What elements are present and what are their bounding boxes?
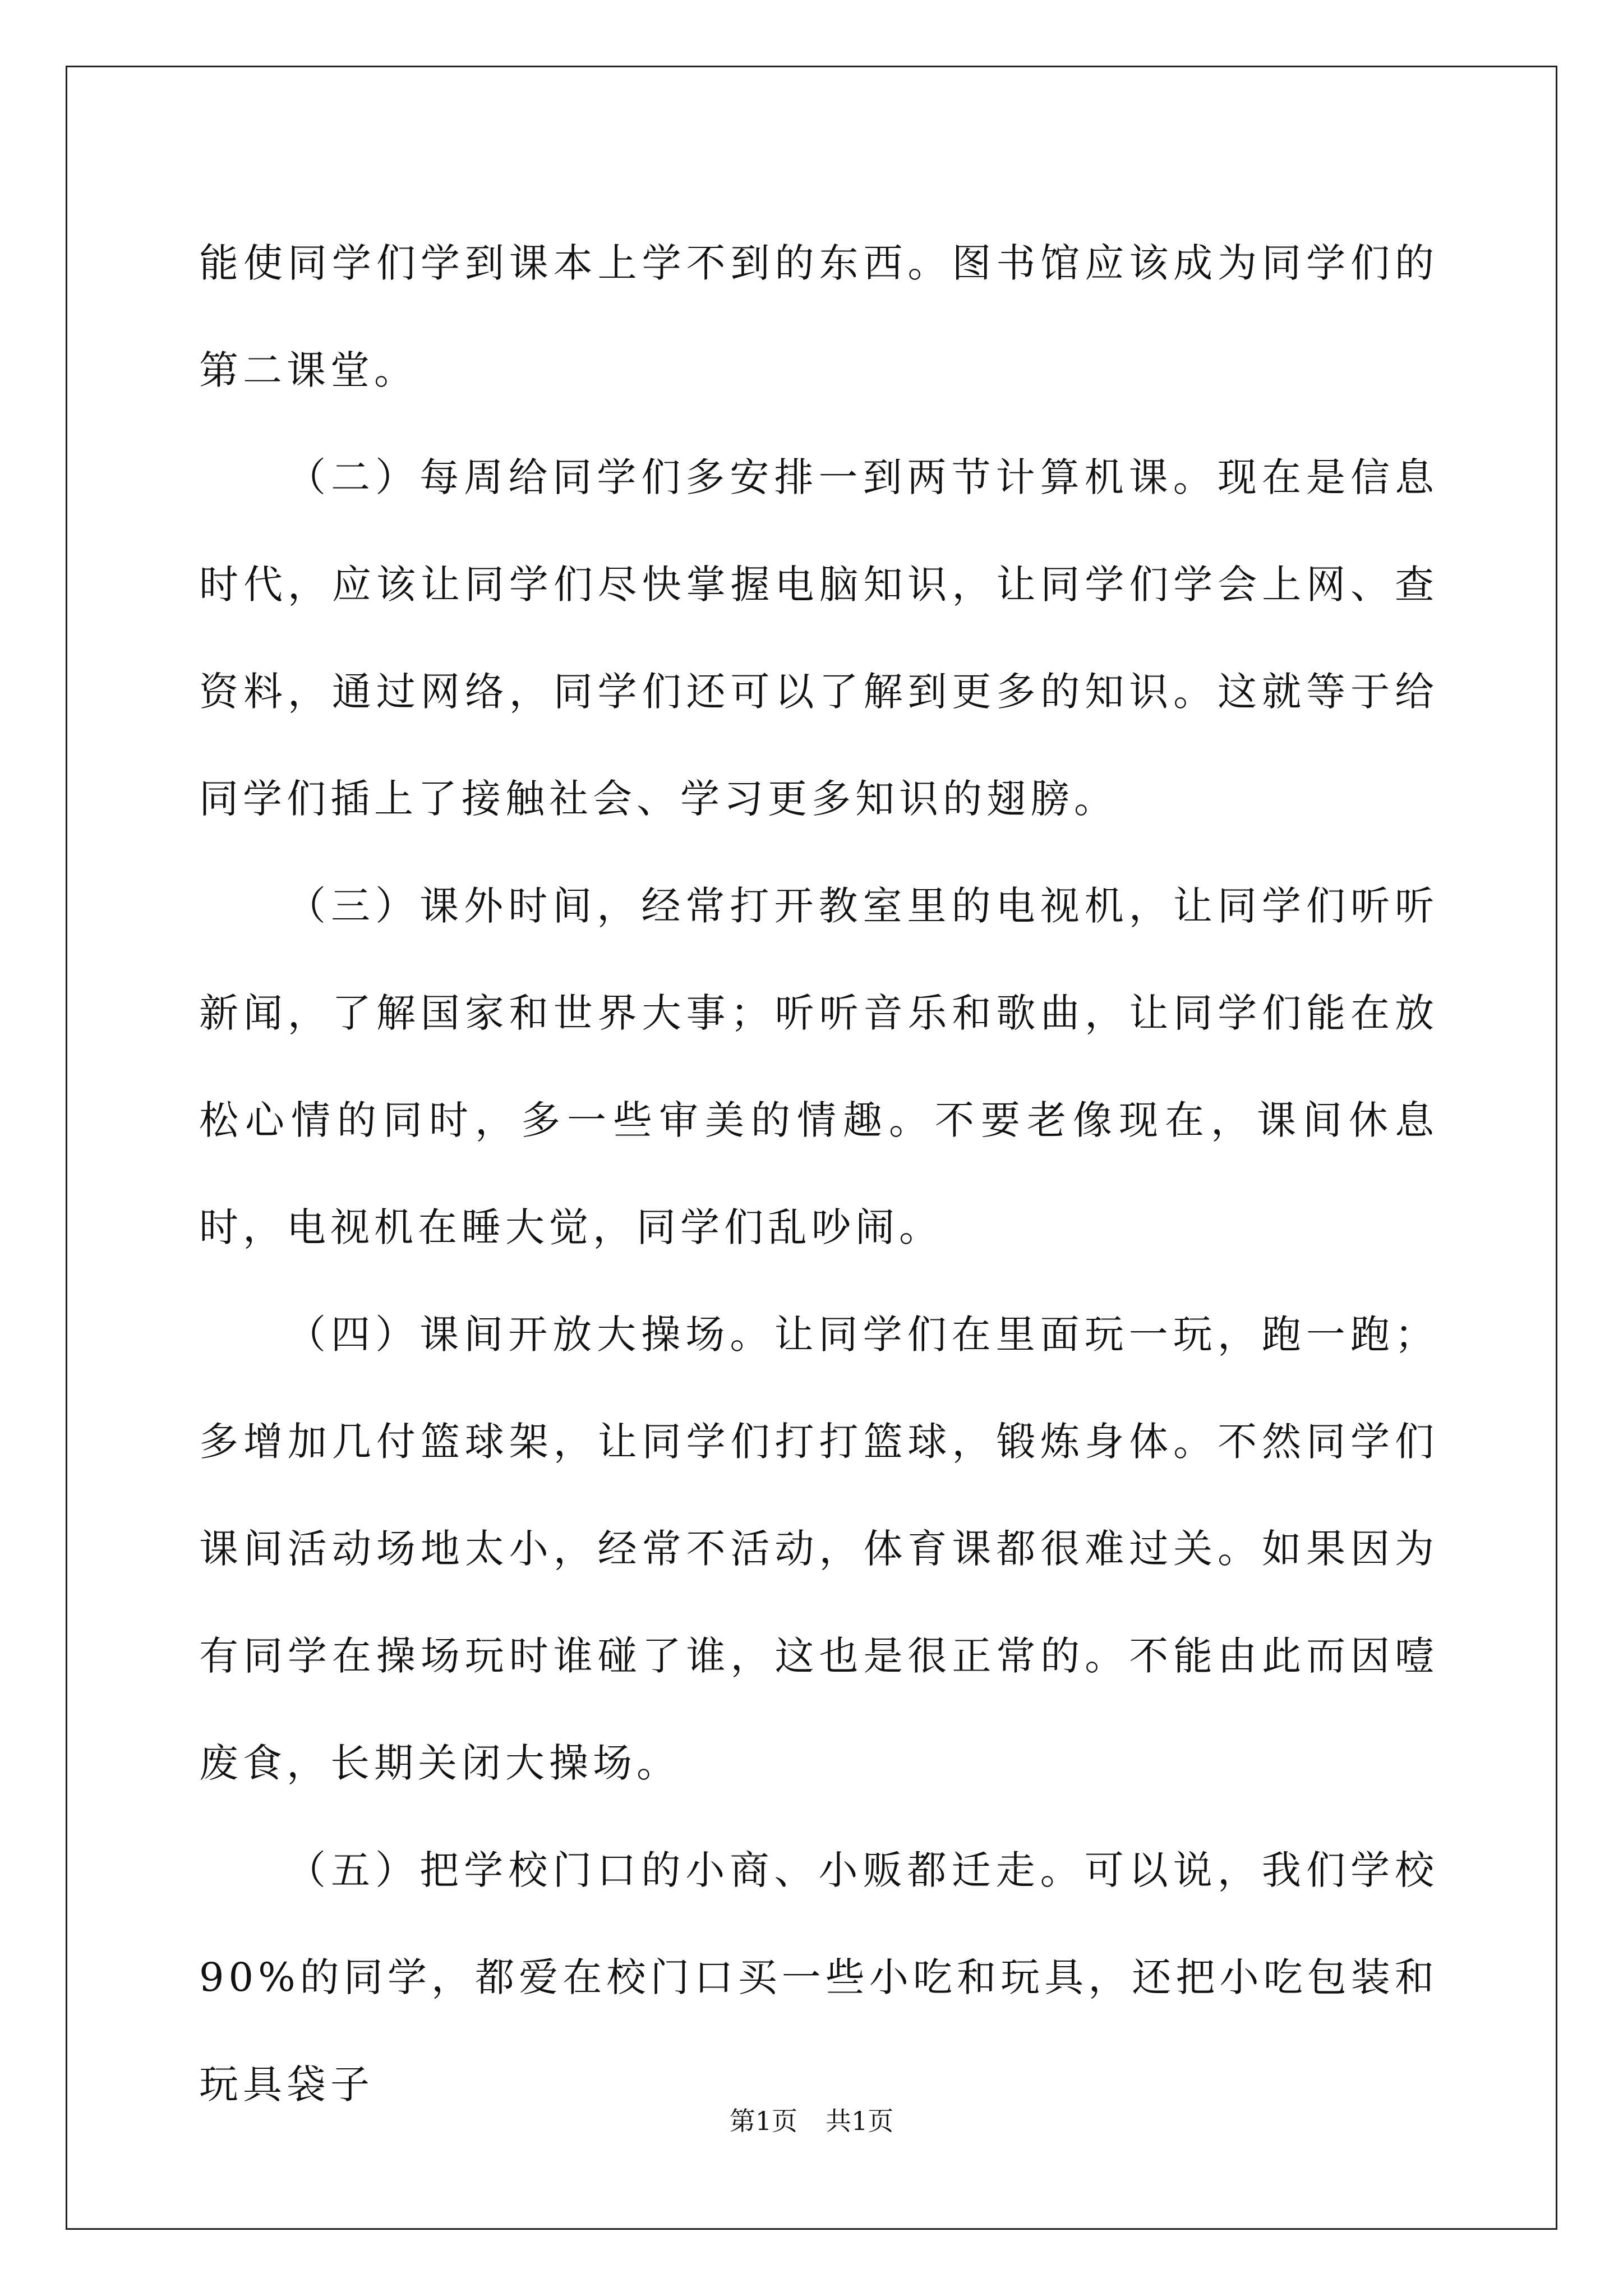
paragraph-continuation: 能使同学们学到课本上学不到的东西。图书馆应该成为同学们的第二课堂。 xyxy=(199,240,1438,393)
paragraph-item-5: （五）把学校门口的小商、小贩都迁走。可以说，我们学校 90%的同学，都爱在校门口买一些小吃和玩具，还把小吃包装和玩具袋子 xyxy=(199,1847,1438,2108)
page-total: 共1页 xyxy=(826,2106,894,2136)
paragraph-item-2: （二）每周给同学们多安排一到两节计算机课。现在是信息时代，应该让同学们尽快掌握电脑知识，让同学们学会上网、查资料，通过网络，同学们还可以了解到更多的知识。这就等于给同学们插上了接触社会、学习更多知识的翅膀。 xyxy=(199,454,1438,822)
paragraph-item-4: （四）课间开放大操场。让同学们在里面玩一玩，跑一跑；多增加几付篮球架，让同学们打打篮球，锻炼身体。不然同学们课间活动场地太小，经常不活动，体育课都很难过关。如果因为有同学在操场玩时谁碰了谁，这也是很正常的。不能由此而因噎废食，长期关闭大操场。 xyxy=(199,1312,1438,1786)
document-body xyxy=(199,210,1438,2138)
paragraph-item-3: （三）课外时间，经常打开教室里的电视机，让同学们听听新闻，了解国家和世界大事；听听音乐和歌曲，让同学们能在放松心情的同时，多一些审美的情趣。不要老像现在，课间休息时，电视机在睡大觉，同学们乱吵闹。 xyxy=(199,883,1438,1250)
page-number: 第1页 xyxy=(729,2106,797,2136)
page-footer xyxy=(0,2101,1623,2138)
